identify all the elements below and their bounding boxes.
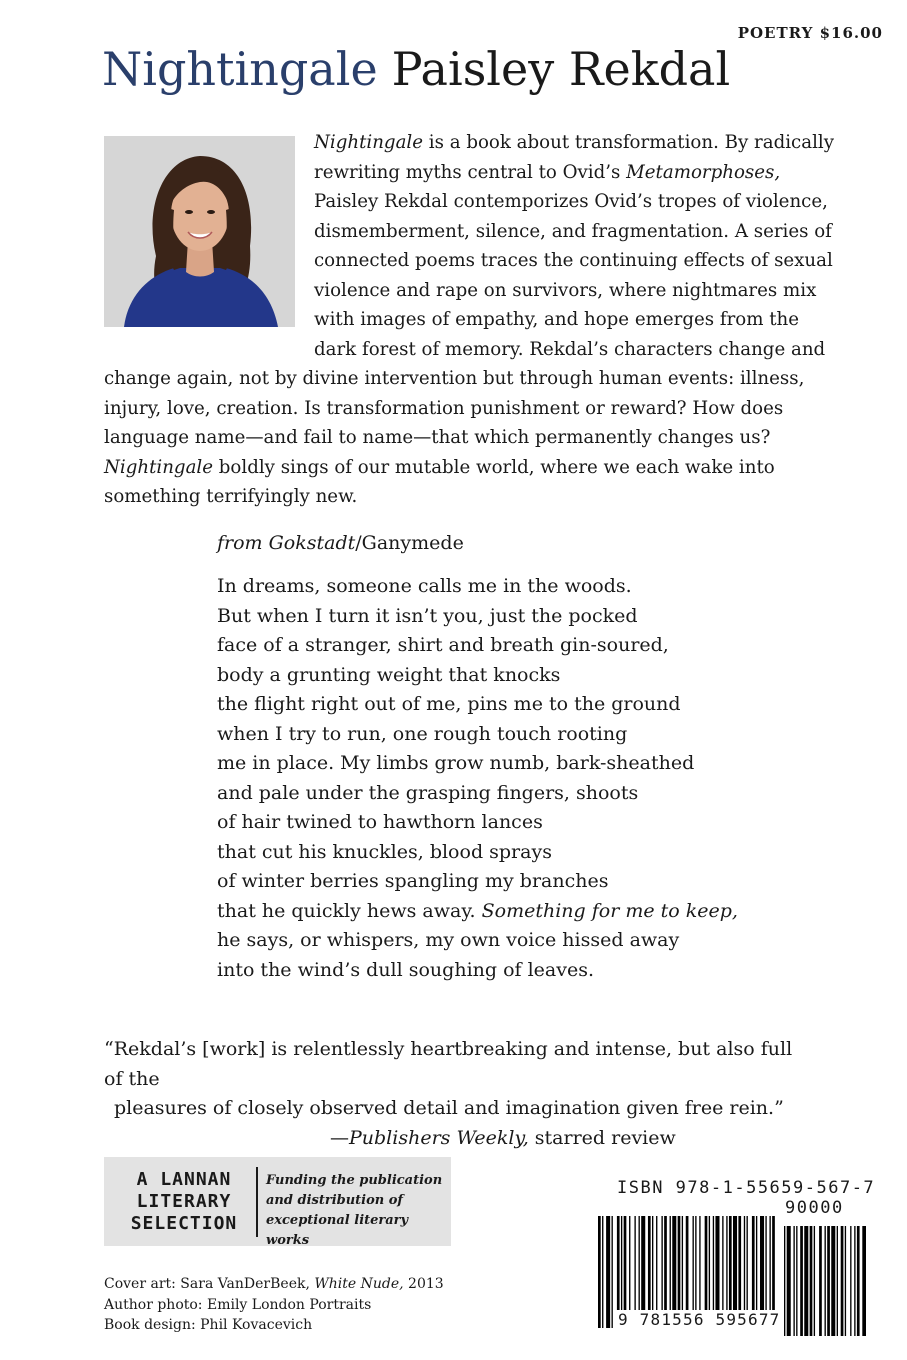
lannan-title [114, 1169, 254, 1235]
review-source: Publishers Weekly, [349, 1126, 529, 1149]
barcode-bar [602, 1216, 603, 1328]
lannan-badge [104, 1157, 451, 1246]
poem-line: body a grunting weight that knocks [217, 663, 561, 686]
ean-digits: 9 781556 595677 [618, 1310, 781, 1329]
poem-line: when I try to run, one rough touch rooting [217, 722, 628, 745]
book-description [104, 128, 839, 512]
poem-line-12-start: that he quickly hews away. [217, 899, 482, 922]
blurb-title-italic-2: Nightingale [104, 456, 213, 478]
poem-heading [217, 532, 464, 554]
barcode-bar [796, 1226, 797, 1336]
lannan-tagline [266, 1171, 451, 1251]
poem-line: the flight right out of me, pins me to the ground [217, 693, 681, 715]
barcode-bar [841, 1226, 844, 1336]
price-code: 90000 [785, 1198, 844, 1218]
blurb-text-1: is a book about transformation. By radically rewriting myths central to Ovid’s [314, 132, 834, 183]
barcode-bar [845, 1226, 846, 1336]
barcode-bar [857, 1226, 860, 1336]
book-title: Nightingale [102, 42, 378, 96]
barcode-bar [837, 1226, 838, 1336]
blurb-metamorphoses-italic: Metamorphoses, [626, 161, 781, 183]
barcode-bar [784, 1226, 785, 1336]
poem-heading-ganymede: /Ganymede [355, 532, 464, 554]
price-label: POETRY $16.00 [737, 24, 883, 42]
poem-line: that cut his knuckles, blood sprays [217, 840, 552, 863]
poem-line: into the wind’s dull soughing of leaves. [217, 958, 595, 981]
cover-art-year: 2013 [403, 1276, 444, 1292]
poem-line: and pale under the grasping fingers, shoots [217, 781, 639, 804]
cover-art-title: White Nude, [314, 1276, 404, 1292]
lannan-title-line: LITERARY [136, 1191, 232, 1212]
lannan-tagline-line: Funding the publication [266, 1173, 443, 1188]
blurb-text-3: boldly sings of our mutable world, where we each wake into something terrifyingly new. [104, 456, 775, 507]
lannan-tagline-line: and distribution of [266, 1193, 404, 1208]
lannan-title-line: A LANNAN [136, 1169, 232, 1190]
barcode-bar [793, 1226, 794, 1336]
title-block [102, 42, 730, 96]
barcode-bar [598, 1216, 601, 1328]
poem-line-12-italic: Something for me to keep, [481, 899, 738, 922]
blurb-text-2: Paisley Rekdal contemporizes Ovid’s tropes of violence, dismemberment, silence, and fragmentation. A series of connected poems traces the continuing effects of sexual violence and rape on survivors, where nightmares mix with images of empathy, and hope emerges from the dark forest of memory. Rekdal’s characters change and change again, not by divine intervention but through human events: illness, injury, love, creation. Is transformation punishment or reward? How does language name—and fail to name—that which permanently changes us? [104, 191, 833, 448]
lannan-title-line: SELECTION [130, 1213, 238, 1234]
poem-line: of hair twined to hawthorn lances [217, 811, 543, 833]
poem-excerpt [217, 572, 738, 985]
blurb-title-italic: Nightingale [314, 132, 423, 153]
barcode-bar [827, 1226, 830, 1336]
barcode-bar [819, 1226, 822, 1336]
barcode-bar [862, 1226, 866, 1336]
review-quote [104, 1035, 804, 1153]
barcode-bar [612, 1216, 613, 1328]
isbn-text: ISBN 978-1-55659-567-7 [617, 1178, 876, 1198]
review-line-1: “Rekdal’s [work] is relentlessly heartbreaking and intense, but also full of the [104, 1038, 793, 1090]
barcode-bar [804, 1226, 808, 1336]
poem-heading-from: from Gokstadt [217, 532, 356, 554]
poem-line: But when I turn it isn’t you, just the pocked [217, 604, 638, 627]
cover-art-prefix: Cover art: Sara VanDerBeek, [104, 1276, 315, 1292]
review-dash: — [330, 1126, 349, 1149]
author-photo-credit: Author photo: Emily London Portraits [104, 1296, 372, 1313]
barcode-bar [850, 1226, 851, 1336]
book-design-credit: Book design: Phil Kovacevich [104, 1317, 313, 1333]
poem-line: me in place. My limbs grow numb, bark-sheathed [217, 752, 695, 774]
barcode-bar [787, 1226, 791, 1336]
poem-line: face of a stranger, shirt and breath gin-soured, [217, 634, 669, 656]
author-name: Paisley Rekdal [391, 42, 731, 96]
barcode-bar [606, 1216, 610, 1328]
credits [104, 1274, 444, 1336]
poem-line: he says, or whispers, my own voice hissed away [217, 929, 680, 951]
barcode-bar [854, 1226, 855, 1336]
review-line-2: pleasures of closely observed detail and imagination given free rein.” [114, 1097, 784, 1119]
barcode-bar [825, 1226, 826, 1336]
review-attribution [104, 1124, 804, 1154]
photo-float-spacer [104, 128, 314, 350]
barcode-bar [831, 1226, 835, 1336]
lannan-tagline-line: exceptional literary works [266, 1213, 409, 1248]
poem-line: In dreams, someone calls me in the woods. [217, 575, 632, 597]
barcode-bar [814, 1226, 815, 1336]
cover-art-credit [104, 1274, 444, 1295]
poem-line: of winter berries spangling my branches [217, 870, 609, 892]
barcode-bar [810, 1226, 813, 1336]
barcode-bar [800, 1226, 803, 1336]
review-attribution-rest: starred review [528, 1126, 676, 1149]
poem-line [217, 897, 738, 927]
lannan-divider [256, 1167, 258, 1237]
